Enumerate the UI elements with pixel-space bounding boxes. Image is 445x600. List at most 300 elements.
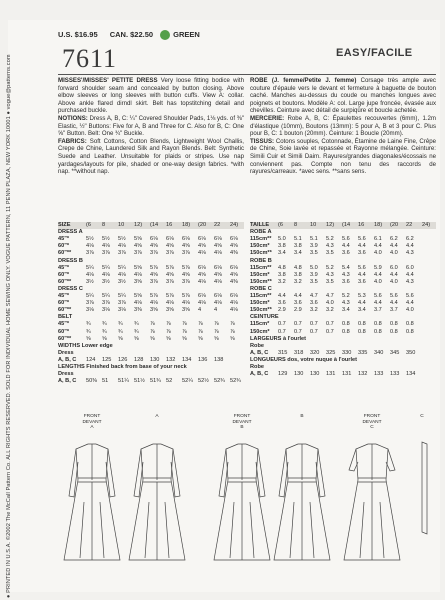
table-cell: 4.4 (406, 243, 414, 250)
table-cell: 4.4 (390, 300, 398, 307)
table-cell: 4.0 (374, 250, 382, 257)
table-cell: 50⅜ (86, 378, 97, 385)
table-cell: (14 (150, 222, 159, 228)
row-label: 60"* (58, 271, 70, 278)
table-cell: ⅝ (150, 335, 155, 342)
table-cell: (20 (198, 222, 207, 228)
table-cell: 4.0 (390, 278, 398, 285)
table-row (58, 272, 244, 279)
table-cell: 3½ (118, 278, 126, 285)
table-cell: ¾ (134, 321, 139, 328)
color-name: GREEN (173, 30, 200, 39)
view-label: B (300, 414, 304, 419)
table-cell: 0.8 (374, 328, 382, 335)
difficulty-level: EASY/FACILE (336, 47, 413, 59)
belt-sketch (422, 442, 427, 534)
table-row (250, 272, 436, 279)
notions-title: NOTIONS: (58, 114, 88, 122)
table-row (58, 243, 244, 250)
table-cell: 350 (406, 349, 416, 356)
table-cell: ¾ (118, 321, 123, 328)
table-cell: 5.6 (358, 264, 366, 271)
table-cell: 3.4 (342, 307, 350, 314)
table-cell: 0.7 (326, 328, 334, 335)
table-cell: 5.9 (374, 264, 382, 271)
row-label: 60"* (58, 300, 70, 307)
table-cell: 4⅝ (134, 243, 142, 250)
table-cell: 4⅛ (150, 300, 158, 307)
table-cell: 4.8 (294, 264, 302, 271)
table-cell: 6⅛ (182, 236, 190, 243)
view-label: FRONT DEVANT B (232, 414, 252, 430)
table-cell: 5.6 (374, 293, 382, 299)
table-cell: 6⅛ (198, 236, 206, 243)
table-cell: 126 (118, 356, 128, 363)
table-cell: 16 (166, 222, 173, 228)
table-cell: 4.0 (374, 278, 382, 285)
table-cell: 4⅛ (182, 300, 190, 307)
table-row (58, 265, 244, 272)
table-cell: 3.7 (374, 307, 382, 314)
section-title: DRESS C (58, 285, 83, 292)
table-cell: 22 (406, 222, 413, 228)
table-cell: ¾ (102, 328, 107, 335)
table-cell: 6⅛ (150, 236, 158, 243)
table-cell: (6 (278, 222, 283, 228)
table-cell: 4.0 (326, 300, 334, 307)
table-cell: 4.4 (390, 243, 398, 250)
lengths-subtitle: Robe (250, 364, 264, 370)
table-cell: 6.0 (406, 264, 414, 271)
row-label: 150cm* (250, 300, 270, 307)
row-label: 115cm** (250, 264, 272, 271)
table-cell: 325 (326, 349, 336, 356)
table-cell: 3.2 (278, 278, 286, 285)
row-label: 60"** (58, 335, 72, 342)
table-row (250, 321, 436, 328)
table-cell: 12) (326, 222, 335, 228)
table-cell: 4.4 (374, 271, 382, 278)
table-cell: 0.8 (406, 321, 414, 328)
table-row (58, 300, 244, 307)
table-cell: 4⅛ (198, 250, 206, 257)
table-cell: 133 (374, 371, 384, 378)
size-header-row (58, 222, 244, 229)
table-cell: 5.3 (358, 293, 366, 299)
table-cell: 5⅞ (182, 264, 190, 271)
dress-sketch (64, 444, 120, 560)
table-cell: 5⅝ (134, 264, 142, 271)
table-cell: 3⅞ (166, 250, 174, 257)
lengths-title: LENGTHS Finished back from base of your neck (58, 364, 187, 370)
table-cell: 4.3 (406, 250, 414, 257)
table-cell: ⅝ (230, 335, 235, 342)
table-cell: 4 (198, 307, 202, 314)
section-title: ROBE B (250, 257, 272, 264)
row-label: 150cm** (250, 307, 272, 314)
description-text-fr: Corsage très ample avec couture d'épaule vers le devant et fermeture à baguette de bouton caché. Manches au-dessus du coude ou manches longues avec poignets et boutons. Modèle A: col. Large jupe froncée, évasée aux chevilles. Ceinture avec détail de surpiqûre et boucle achetée. (250, 77, 436, 115)
view-label: FRONT DEVANT A (82, 414, 102, 430)
table-cell: 6⅛ (230, 264, 238, 271)
widths-title: WIDTHS Lower edge (58, 342, 113, 349)
table-cell: ⅝ (182, 335, 187, 342)
table-row (58, 250, 244, 257)
table-row (58, 236, 244, 243)
table-cell: 3.8 (278, 271, 286, 278)
table-cell: 136 (198, 356, 208, 363)
table-cell: 130 (294, 371, 304, 378)
dress-views (52, 422, 442, 562)
table-cell: 3.6 (358, 250, 366, 257)
table-cell: 3.9 (310, 243, 318, 250)
widths-subtitle: Dress (58, 349, 74, 356)
table-cell: 4⅛ (230, 307, 238, 314)
table-cell: 5¼ (86, 293, 94, 299)
table-cell: 6⅛ (214, 236, 222, 243)
table-cell: 318 (294, 349, 304, 356)
row-label: 60"* (58, 243, 70, 250)
notions-title-fr: MERCERIE: (250, 114, 285, 122)
table-cell: ⅝ (134, 335, 139, 342)
table-cell: 4⅛ (214, 300, 222, 307)
row-label: SIZE (58, 222, 71, 228)
table-cell: 5.4 (342, 264, 350, 271)
table-cell: 3.9 (310, 271, 318, 278)
table-cell: 4.4 (358, 243, 366, 250)
row-label: A, B, C (250, 371, 269, 378)
table-cell: 5.1 (310, 236, 318, 243)
table-row (250, 265, 436, 272)
table-cell: 4⅛ (214, 278, 222, 285)
table-cell: 3⅞ (118, 300, 126, 307)
table-cell: 3.6 (310, 300, 318, 307)
table-cell: 0.7 (278, 321, 286, 328)
table-cell: 4.4 (406, 271, 414, 278)
table-cell: 345 (390, 349, 400, 356)
table-cell: 5⅞ (182, 293, 190, 299)
table-cell: 320 (310, 349, 320, 356)
widths-row (58, 357, 244, 364)
table-cell: ¾ (102, 321, 107, 328)
table-cell: 3⅞ (182, 250, 190, 257)
table-cell: 3.6 (278, 300, 286, 307)
lengths-title: LONGUEURS dos, votre nuque à l'ourlet (250, 356, 357, 363)
table-cell: 130 (310, 371, 320, 378)
table-cell: 0.7 (310, 321, 318, 328)
table-cell: ⅞ (230, 321, 235, 328)
table-cell: 3⅝ (182, 307, 190, 314)
table-cell: 4.0 (406, 307, 414, 314)
table-cell: 3.8 (294, 271, 302, 278)
table-cell: 4.7 (326, 293, 334, 299)
table-cell: 131 (342, 371, 352, 378)
table-cell: 0.7 (294, 328, 302, 335)
table-cell: 4.4 (374, 300, 382, 307)
table-cell: (6 (86, 222, 91, 228)
table-cell: 5.2 (342, 293, 350, 299)
table-cell: 4.4 (390, 271, 398, 278)
table-cell: 6⅛ (230, 236, 238, 243)
row-label: 45"* (58, 321, 70, 328)
divider (58, 74, 436, 75)
table-cell: 3⅞ (182, 278, 190, 285)
table-cell: ⅝ (118, 335, 123, 342)
table-cell: 4.4 (358, 271, 366, 278)
table-cell: 3⅞ (86, 250, 94, 257)
table-cell: 4.4 (358, 300, 366, 307)
table-cell: 3.5 (326, 278, 334, 285)
table-cell: 51¼ (118, 378, 129, 385)
table-cell: 3⅝ (134, 278, 142, 285)
row-label: A, B, C (250, 349, 269, 356)
table-cell: 0.8 (390, 321, 398, 328)
widths-row (250, 350, 436, 357)
table-cell: 4.3 (342, 300, 350, 307)
table-cell: 5½ (102, 236, 110, 243)
view-label: FRONT DEVANT C (362, 414, 382, 430)
table-cell: ⅝ (102, 335, 107, 342)
table-cell: ⅞ (230, 328, 235, 335)
table-cell: 4⅜ (230, 278, 238, 285)
table-cell: 129 (278, 371, 288, 378)
table-cell: ⅞ (166, 328, 171, 335)
table-cell: 6⅛ (166, 236, 174, 243)
table-cell: 3.6 (358, 278, 366, 285)
table-cell: 132 (166, 356, 176, 363)
fabrics-text-fr: Cotons souples, Cotonnade, Étamine de Laine Fine, Crêpe de Chine, Soie lavée et repassée et Rayonne mélangée. Ceinture: Simili Cuir et Simili Daim. Rayures/grandes diagonales/écossais ne conviennent pas. Compte non tenu des raccords de rayures/carreaux. *avec sens. **sans sens. (250, 137, 436, 176)
table-cell: 3.8 (278, 243, 286, 250)
table-cell: 132 (358, 371, 368, 378)
table-row (250, 307, 436, 314)
table-cell: 3½ (86, 278, 94, 285)
section-title: ROBE C (250, 285, 272, 292)
table-cell: 4⅛ (198, 278, 206, 285)
dress-sketch (344, 444, 400, 560)
table-row (58, 336, 244, 343)
table-cell: 5⅞ (150, 264, 158, 271)
row-label: A, B, C (58, 356, 77, 363)
table-cell: 5⅝ (134, 293, 142, 299)
fabrics-title-fr: TISSUS: (250, 137, 275, 145)
table-cell: 3⅞ (86, 300, 94, 307)
table-cell: 3.7 (390, 307, 398, 314)
table-cell: 4⅜ (230, 250, 238, 257)
table-cell: 51 (102, 378, 109, 385)
table-cell: 3.4 (294, 250, 302, 257)
table-cell: 3⅛ (102, 307, 110, 314)
side-strip-text: ● PRINTED IN U.S.A. ©2002 The McCall Pattern Co. ALL RIGHTS RESERVED. SOLD FOR INDIVIDUAL HOME SEWING ONLY. VOGUE PATTERN, 11 PENN PLAZA, NEW YORK 10001 ● vogue@patterns.com (6, 54, 12, 598)
row-label: A, B, C (58, 378, 77, 385)
table-cell: 3.2 (326, 307, 334, 314)
table-cell: 4⅛ (230, 300, 238, 307)
table-cell: 5.1 (294, 236, 302, 243)
row-label: 45"* (58, 293, 70, 299)
table-cell: 3⅞ (134, 250, 142, 257)
row-label: 115cm* (250, 321, 270, 328)
dress-sketch (129, 444, 185, 560)
table-cell: 52 (166, 378, 173, 385)
table-cell: 5¼ (102, 293, 110, 299)
table-cell: 4⅝ (214, 271, 222, 278)
table-cell: 0.8 (342, 328, 350, 335)
table-cell: 51½ (134, 378, 145, 385)
table-cell: ¾ (86, 321, 91, 328)
description-title-fr: ROBE (J. femme/Petite J. femme) (250, 77, 357, 84)
table-cell: ⅞ (166, 321, 171, 328)
table-cell: 5.6 (342, 236, 350, 243)
table-cell: 4⅝ (214, 243, 222, 250)
table-cell: 6⅛ (214, 264, 222, 271)
widths-subtitle: Robe (250, 342, 264, 349)
section-title: ROBE A (250, 229, 272, 236)
table-cell: 4.3 (326, 271, 334, 278)
table-cell: 52¾ (214, 378, 225, 385)
table-cell: 131 (326, 371, 336, 378)
table-cell: 5¼ (118, 293, 126, 299)
table-cell: 3⅝ (150, 307, 158, 314)
lengths-row (58, 378, 244, 385)
row-label: 60"** (58, 307, 72, 314)
table-cell: 3.4 (278, 250, 286, 257)
table-cell: 134 (406, 371, 416, 378)
lengths-row (250, 371, 436, 378)
dress-sketch (214, 444, 270, 560)
table-cell: 4⅛ (86, 271, 94, 278)
table-cell: 6.2 (390, 236, 398, 243)
row-label: 115cm** (250, 236, 272, 243)
table-cell: 3⅞ (102, 300, 110, 307)
table-cell: 5¼ (118, 264, 126, 271)
table-cell: 3⅛ (86, 307, 94, 314)
fabrics-text: Soft Cottons, Cotton Blends, Lightweight Wool Challis, Crepe de Chine, Laundered Silk and Rayon Blends. Belt: Synthetic Suede and Leather. Unsuitable for plaids or stripes. Use nap yardages/layouts for pile, shaded or one-way design fabrics. *with nap. **without nap. (58, 137, 244, 176)
table-row (250, 279, 436, 286)
table-row (58, 279, 244, 286)
table-cell: 3.2 (294, 278, 302, 285)
price-us: U.S. $16.95 (58, 30, 98, 39)
table-cell: 4 (214, 307, 218, 314)
table-cell: 3.2 (310, 307, 318, 314)
size-header-row (250, 222, 436, 229)
lengths-subtitle: Dress (58, 371, 74, 378)
table-cell: 18) (182, 222, 191, 228)
table-cell: 0.7 (310, 328, 318, 335)
table-cell: 4.7 (310, 293, 318, 299)
table-cell: 4.4 (294, 293, 302, 299)
table-cell: 5⅞ (150, 293, 158, 299)
table-cell: 335 (358, 349, 368, 356)
table-cell: 4.4 (374, 243, 382, 250)
section-title: CEINTURE (250, 314, 279, 321)
table-cell: ⅝ (214, 335, 219, 342)
table-cell: 12) (134, 222, 143, 228)
table-cell: 8 (102, 222, 106, 228)
table-cell: 0.7 (294, 321, 302, 328)
table-cell: 4⅛ (86, 243, 94, 250)
table-cell: 3⅞ (118, 250, 126, 257)
table-cell: 4.4 (342, 243, 350, 250)
table-cell: 2.9 (294, 307, 302, 314)
table-cell: ⅞ (150, 328, 155, 335)
table-cell: 5¼ (102, 264, 110, 271)
left-description (58, 77, 244, 176)
table-row (250, 300, 436, 307)
table-cell: 5¼ (86, 264, 94, 271)
table-cell: 24) (422, 222, 431, 228)
table-row (250, 250, 436, 257)
table-cell: 16 (358, 222, 365, 228)
widths-title: LARGEURS à l'ourlet (250, 335, 307, 342)
description-text: Very loose fitting bodice with forward shoulder seam and concealed by button closing. Above elbow sleeves or long sleeves with button cuffs. View A: collar. Above ankle flared dirndl skirt. Belt has topstitching detail and purchased buckle. (58, 77, 244, 115)
table-cell: 3⅜ (134, 307, 142, 314)
table-cell: 2.9 (278, 307, 286, 314)
table-row (250, 243, 436, 250)
table-cell: 134 (182, 356, 192, 363)
table-cell: 5.0 (310, 264, 318, 271)
table-cell: ¾ (86, 328, 91, 335)
view-label: A (155, 414, 159, 419)
table-cell: 5⅝ (134, 236, 142, 243)
table-cell: 3⅞ (166, 278, 174, 285)
table-cell: 6⅛ (230, 293, 238, 299)
table-cell: 4⅝ (198, 243, 206, 250)
table-cell: 4⅛ (102, 243, 110, 250)
table-cell: 330 (342, 349, 352, 356)
table-cell: ⅞ (198, 321, 203, 328)
table-cell: 3.6 (342, 278, 350, 285)
table-cell: ⅝ (166, 335, 171, 342)
table-cell: (14 (342, 222, 351, 228)
table-row (58, 321, 244, 328)
table-cell: 3⅞ (102, 250, 110, 257)
table-cell: 51¾ (150, 378, 161, 385)
row-label: TAILLE (250, 222, 270, 228)
table-cell: 3.5 (310, 250, 318, 257)
table-cell: 4.4 (406, 300, 414, 307)
table-cell: 0.8 (406, 328, 414, 335)
table-cell: 4⅛ (134, 271, 142, 278)
table-cell: 0.8 (358, 328, 366, 335)
table-cell: 4⅝ (198, 271, 206, 278)
table-cell: 4.0 (390, 250, 398, 257)
row-label: 150cm* (250, 271, 270, 278)
table-cell: ¾ (134, 328, 139, 335)
table-cell: 6.1 (374, 236, 382, 243)
section-title: BELT (58, 314, 73, 321)
table-cell: 6⅛ (214, 293, 222, 299)
table-cell: ⅞ (214, 328, 219, 335)
view-label: C (420, 414, 424, 419)
table-cell: 52¾ (230, 378, 241, 385)
row-label: 115cm** (250, 293, 272, 299)
table-cell: 4⅝ (230, 271, 238, 278)
color-dot (160, 30, 170, 40)
table-row (58, 293, 244, 300)
notions-text: Dress A, B, C: ¼" Covered Shoulder Pads, 1⅛ yds. of ⅜" Elastic, ½" Buttons: Five for A, B and Three for C. Also for B, C: One ⅝" Button. Belt: One ¾" Buckle. (58, 114, 244, 138)
table-cell: 133 (390, 371, 400, 378)
table-cell: 4⅝ (150, 271, 158, 278)
section-title: DRESS A (58, 229, 83, 236)
table-cell: 10 (310, 222, 317, 228)
row-label: 60"** (58, 250, 72, 257)
table-cell: 0.8 (342, 321, 350, 328)
right-description (250, 77, 436, 176)
table-cell: 3.6 (294, 300, 302, 307)
dress-sketch (274, 444, 330, 560)
yardage-table-left (58, 222, 244, 414)
table-row (58, 329, 244, 336)
table-cell: 5.6 (358, 236, 366, 243)
yardage-table-right (250, 222, 436, 414)
